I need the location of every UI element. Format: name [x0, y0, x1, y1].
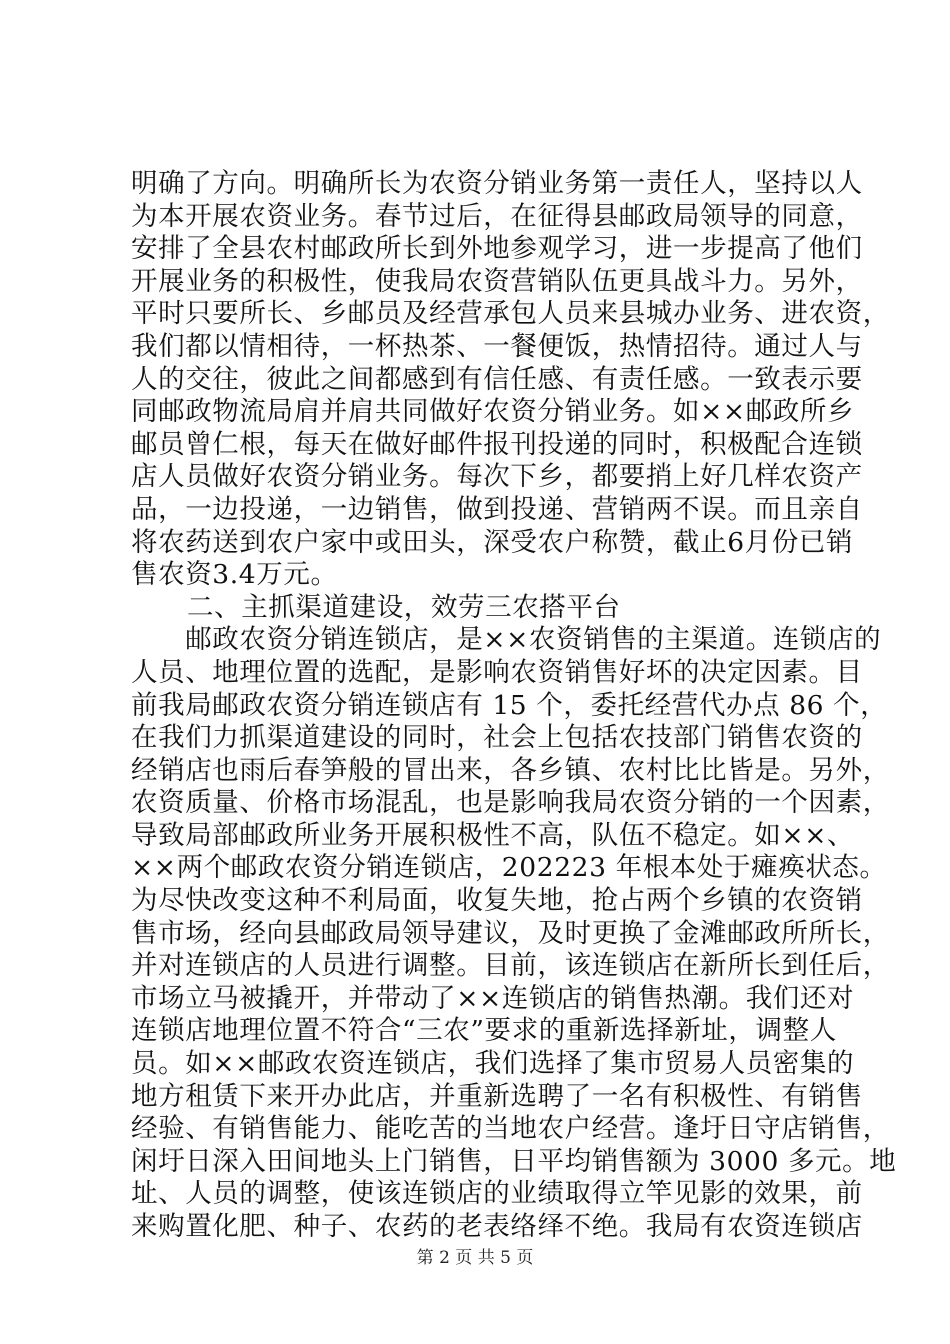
text-line: 址、人员的调整，使该连锁店的业绩取得立竿见影的效果，前: [131, 1178, 863, 1210]
text-line: 安排了全县农村邮政所长到外地参观学习，进一步提高了他们: [131, 233, 863, 265]
text-line: 并对连锁店的人员进行调整。目前，该连锁店在新所长到任后，: [131, 950, 890, 982]
paragraph-2: [131, 624, 897, 1243]
page-footer: 第 2 页 共 5 页: [416, 1248, 534, 1268]
text-line: 我们都以情相待，一杯热茶、一餐便饭，热情招待。通过人与: [131, 330, 863, 362]
text-line: 导致局部邮政所业务开展积极性不高，队伍不稳定。如××、: [131, 819, 855, 851]
text-line: 员。如××邮政农资连锁店，我们选择了集市贸易人员密集的: [131, 1048, 855, 1080]
text-line: 明确了方向。明确所长为农资分销业务第一责任人，坚持以人: [131, 168, 863, 199]
text-line: 店人员做好农资分销业务。每次下乡，都要捎上好几样农资产: [131, 461, 863, 493]
text-line: 闲圩日深入田间地头上门销售，日平均销售额为 3000 多元。地: [131, 1145, 897, 1177]
text-line: 将农药送到农户家中或田头，深受农户称赞，截止6月份已销: [131, 526, 854, 558]
text-line: 市场立马被撬开，并带动了××连锁店的销售热潮。我们还对: [131, 982, 855, 1014]
text-line: 经验、有销售能力、能吃苦的当地农户经营。逢圩日守店销售，: [131, 1113, 890, 1145]
text-line: 经销店也雨后春笋般的冒出来，各乡镇、农村比比皆是。另外，: [131, 754, 890, 786]
document-body: [131, 168, 897, 1244]
text-line: 开展业务的积极性，使我局农资营销队伍更具战斗力。另外，: [131, 265, 863, 297]
text-line: 同邮政物流局肩并肩共同做好农资分销业务。如××邮政所乡: [131, 396, 855, 428]
paragraph-1: [131, 168, 890, 592]
text-line: 前我局邮政农资分销连锁店有 15 个，委托经营代办点 86 个，: [131, 689, 888, 721]
text-line: 来购置化肥、种子、农药的老表络绎不绝。我局有农资连锁店: [131, 1211, 863, 1242]
text-line: 品，一边投递，一边销售，做到投递、营销两不误。而且亲自: [131, 493, 863, 525]
text-line: 平时只要所长、乡邮员及经营承包人员来县城办业务、进农资，: [131, 298, 890, 330]
text-line: 农资质量、价格市场混乱，也是影响我局农资分销的一个因素，: [131, 787, 890, 819]
text-line: 为本开展农资业务。春节过后，在征得县邮政局领导的同意，: [131, 200, 863, 232]
text-line: 在我们力抓渠道建设的同时，社会上包括农技部门销售农资的: [131, 722, 863, 754]
text-line: 人的交往，彼此之间都感到有信任感、有责任感。一致表示要: [131, 363, 863, 395]
text-line: 连锁店地理位置不符合“三农”要求的重新选择新址，调整人: [131, 1015, 837, 1047]
text-line: 售农资3.4万元。: [131, 559, 338, 591]
section-heading: 二、主抓渠道建设，效劳三农搭平台: [187, 591, 621, 623]
text-line: ××两个邮政农资分销连锁店，202223 年根本处于瘫痪状态。: [131, 852, 887, 884]
text-line: 邮政农资分销连锁店，是××农资销售的主渠道。连锁店的: [131, 624, 882, 656]
text-line: 为尽快改变这种不利局面，收复失地，抢占两个乡镇的农资销: [131, 885, 863, 917]
text-line: 人员、地理位置的选配，是影响农资销售好坏的决定因素。目: [131, 656, 863, 688]
text-line: 售市场，经向县邮政局领导建议，及时更换了金滩邮政所所长，: [131, 917, 890, 949]
text-line: 邮员曾仁根，每天在做好邮件报刊投递的同时，积极配合连锁: [131, 428, 863, 460]
text-line: 地方租赁下来开办此店，并重新选聘了一名有积极性、有销售: [131, 1080, 863, 1112]
